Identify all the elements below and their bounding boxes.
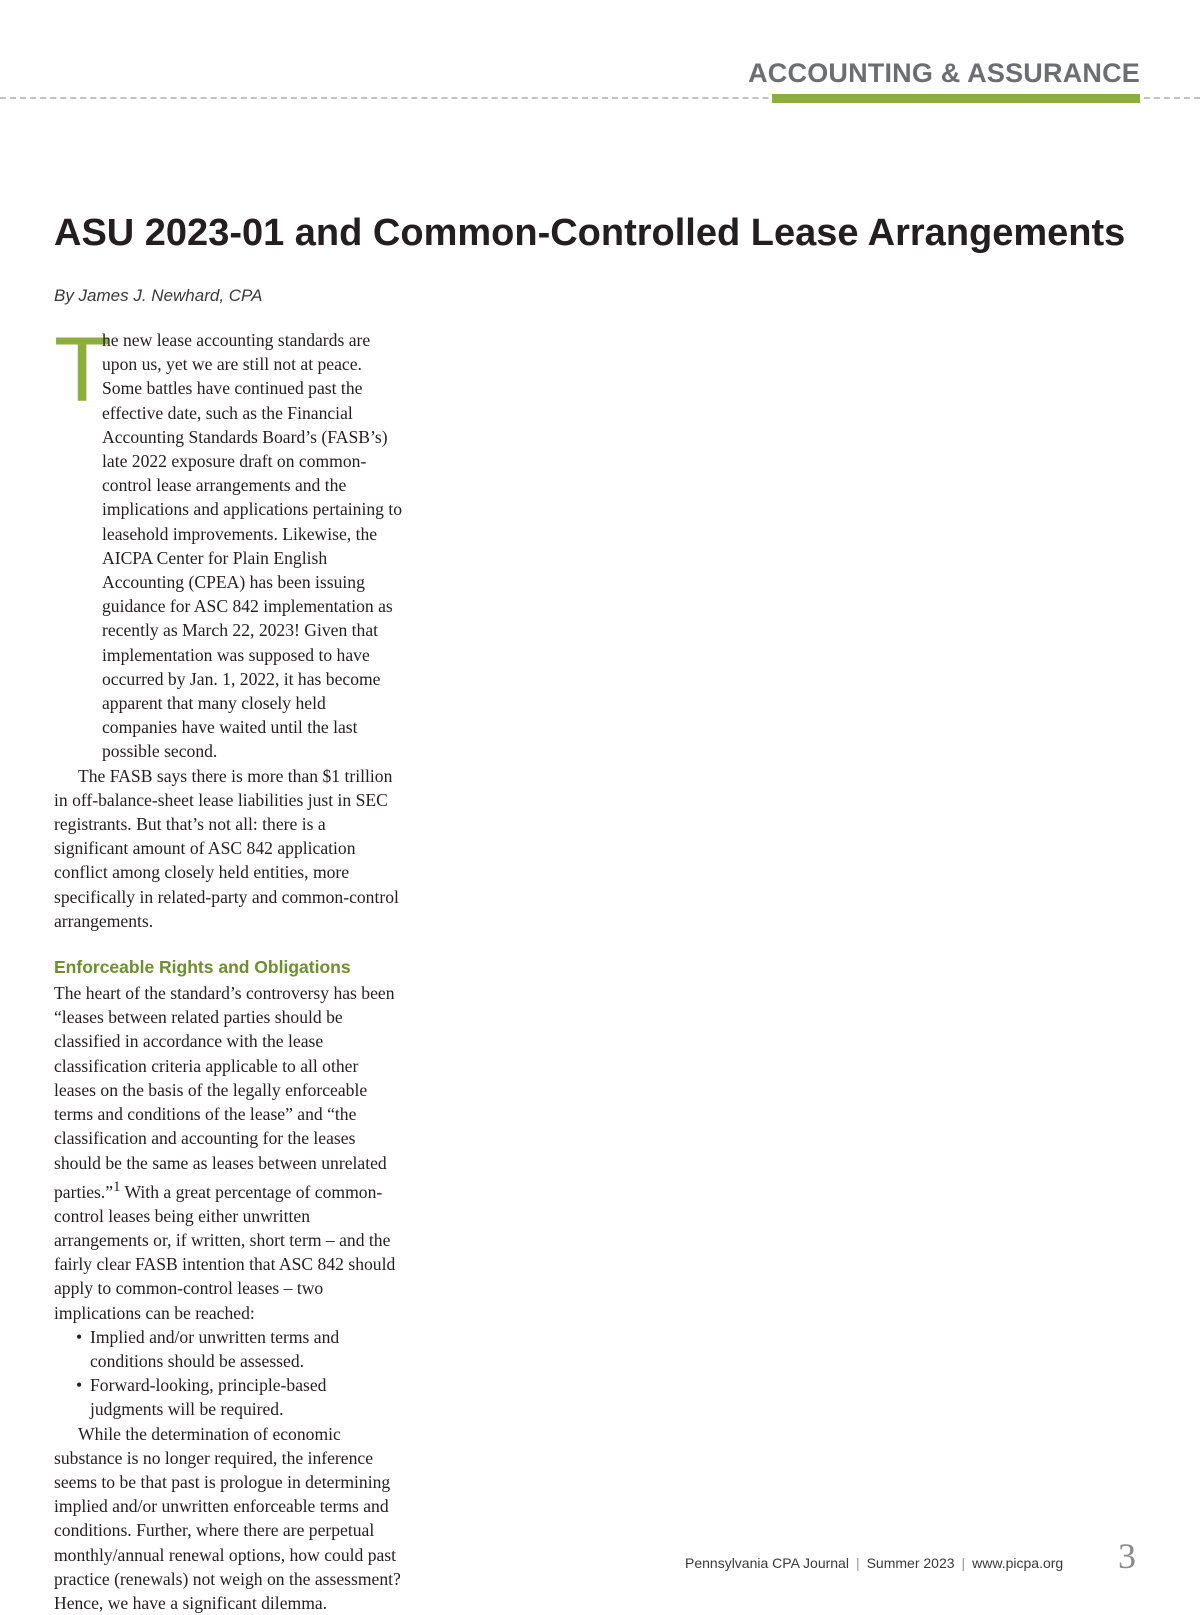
implications-list xyxy=(54,1325,402,1422)
website-link[interactable]: www.picpa.org xyxy=(972,1555,1064,1571)
issue-label: Summer 2023 xyxy=(866,1555,955,1571)
footnote-ref: 1 xyxy=(113,1178,121,1195)
footer-separator: | xyxy=(855,1555,860,1571)
section-accent-bar xyxy=(772,94,1140,103)
section-label: ACCOUNTING & ASSURANCE xyxy=(748,58,1140,88)
journal-name: Pennsylvania CPA Journal xyxy=(685,1555,849,1571)
drop-cap: T xyxy=(54,319,111,421)
footer-separator: | xyxy=(961,1555,966,1571)
paragraph xyxy=(54,981,402,1325)
paragraph-text: With a great percentage of common-control leases being either unwritten arrangements or, if written, short term – and the fairly clear FASB intention that ASC 842 should apply to common-control leases – two implications can be reached: xyxy=(54,1181,396,1323)
paragraph-text: The heart of the standard’s controversy has been “leases between related parties should be classified in accordance with the lease classification criteria applicable to all other leases on the basis of the legally enforceable terms and conditions of the lease” and “the classification and accounting for the leases should be the same as leases between unrelated parties.” xyxy=(54,983,395,1202)
paragraph: The FASB says there is more than $1 trillion in off-balance-sheet lease liabilities just in SEC registrants. But that’s not all: there is a significant amount of ASC 842 application conflict among closely held entities, more specifically in related-party and common-control arrangements. xyxy=(54,765,399,931)
list-item: • Forward-looking, principle-based judgments will be required. xyxy=(76,1373,402,1421)
list-item: • Implied and/or unwritten terms and conditions should be assessed. xyxy=(76,1325,402,1373)
page-number: 3 xyxy=(1118,1536,1136,1576)
paragraph: While the determination of economic substance is no longer required, the inference seems to be that past is prologue in determining implied and/or unwritten enforceable terms and conditions. Further, where there are perpetual monthly/annual renewal options, how could past practice (renewals) not weigh on the assessment? Hence, we have a significant dilemma. xyxy=(54,1423,401,1614)
article-title: ASU 2023-01 and Common-Controlled Lease Arrangements xyxy=(54,212,1126,254)
column-1 xyxy=(54,319,403,1615)
subhead-enforceable-rights: Enforceable Rights and Obligations xyxy=(54,957,351,978)
page-footer xyxy=(685,1555,1063,1571)
lead-paragraph xyxy=(54,319,403,764)
lead-text: he new lease accounting standards are upon us, yet we are still not at peace. Some battles have continued past the effective date, such as the Financial Accounting Standards Board’s (FASB’s) late 2022 exposure draft on common-control lease arrangements and the implications and applications pertaining to leasehold improvements. Likewise, the AICPA Center for Plain English Accounting (CPEA) has been issuing guidance for ASC 842 implementation as recently as March 22, 2023! Given that implementation was supposed to have occurred by Jan. 1, 2022, it has become apparent that many closely held companies have waited until the last possible second. xyxy=(102,330,403,762)
byline: By James J. Newhard, CPA xyxy=(54,286,263,305)
